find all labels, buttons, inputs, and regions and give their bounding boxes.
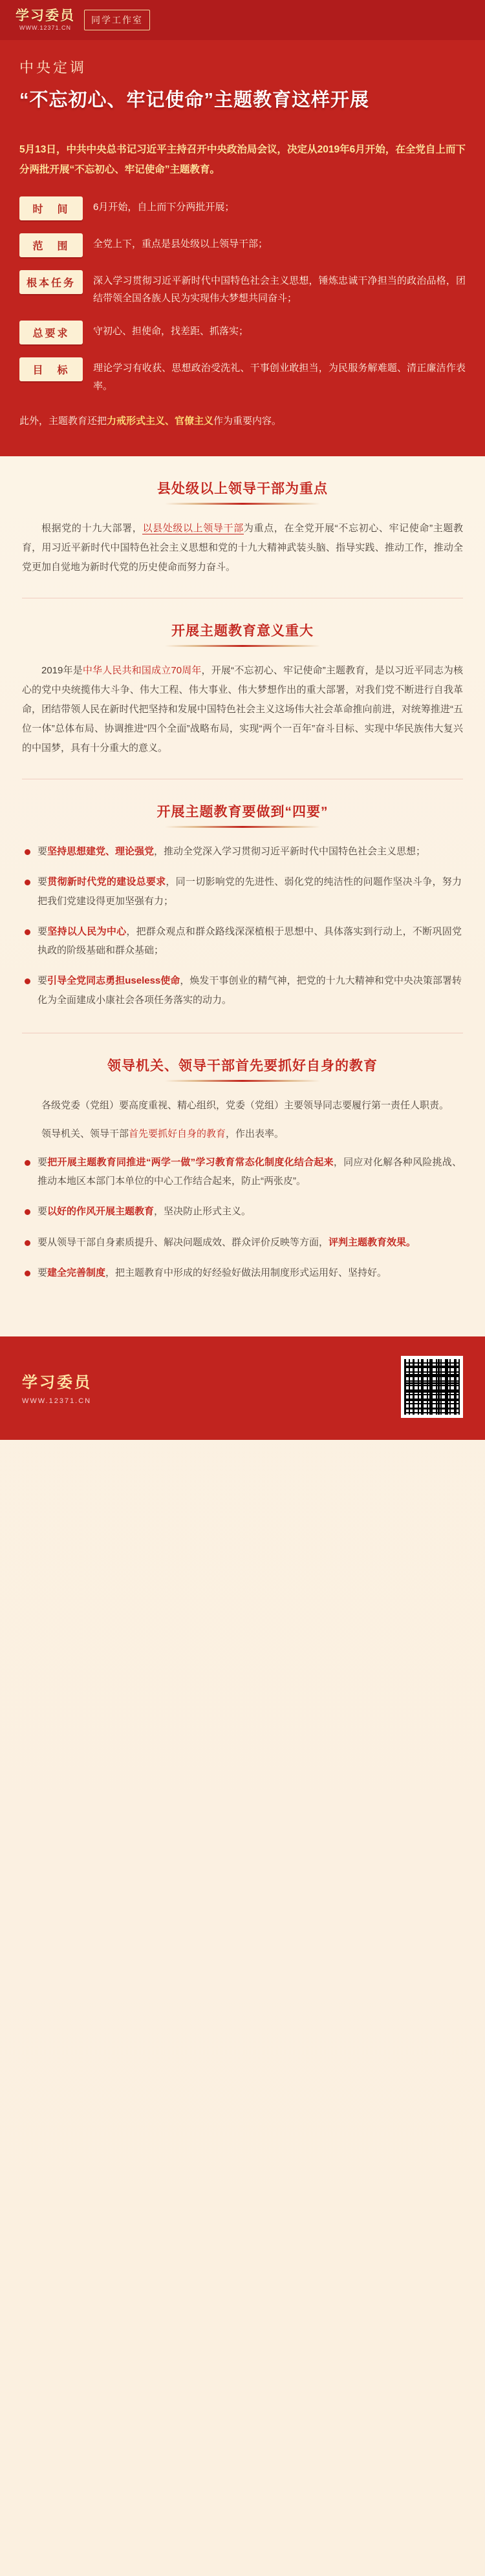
key-point-tag: 范 围 (19, 233, 83, 257)
text-run: 坚持思想建党、理论强党 (47, 846, 155, 858)
text-run: 要 (38, 876, 48, 888)
text-run: ，推动全党深入学习贯彻习近平新时代中国特色社会主义思想； (154, 846, 426, 858)
text-run: 要 (38, 925, 48, 937)
bullet-list (22, 1153, 463, 1282)
key-point-tag: 根本任务 (19, 270, 83, 294)
section-title-underline (165, 1080, 320, 1082)
site-logo-name: 学习委员 (16, 8, 75, 23)
section-title: 开展主题教育意义重大 (171, 624, 314, 639)
studio-tag[interactable]: 同学工作室 (84, 10, 150, 30)
list-item (23, 1202, 462, 1221)
site-logo[interactable] (16, 9, 75, 31)
text-run: 以好的作风开展主题教育 (47, 1206, 155, 1218)
section-title: 领导机关、领导干部首先要抓好自身的教育 (107, 1058, 378, 1073)
text-run: 要从领导干部自身素质提升、解决问题成效、群众评价反映等方面， (38, 1236, 329, 1248)
hero-banner (0, 40, 485, 136)
list-item (23, 1153, 462, 1191)
key-point-tag: 目 标 (19, 357, 83, 381)
text-run: ，同应对化解各种风险挑战、推动本地区本部门本单位的中心工作结合起来，防止“两张皮”。 (38, 1156, 462, 1187)
section-title: 开展主题教育要做到“四要” (156, 805, 329, 820)
text-run: 建全完善制度 (47, 1267, 106, 1278)
key-points-list (19, 196, 466, 396)
text-run: 以县处级以上领导干部 (142, 523, 244, 534)
text-run: 领导机关、领导干部 (41, 1128, 129, 1139)
lead-panel (0, 136, 485, 457)
hero-kicker: 中央定调 (19, 59, 87, 76)
text-run: 中华人民共和国成立70周年 (82, 665, 202, 677)
section-title: 县处级以上领导干部为重点 (157, 481, 328, 497)
section-paragraph (22, 661, 463, 758)
section-title-underline (165, 826, 320, 828)
section-paragraph (22, 1096, 463, 1115)
section-paragraph (22, 519, 463, 577)
key-point-tag: 总要求 (19, 321, 83, 344)
text-run: 评判主题教育效果。 (329, 1236, 416, 1248)
key-point-text: 理论学习有收获、思想政治受洗礼、干事创业敢担当，为民服务解难题、清正廉洁作表率。 (93, 363, 466, 392)
text-run: ，同一切影响党的先进性、弱化党的纯洁性的问题作坚决斗争，努力把我们党建设得更加坚强有力； (38, 876, 462, 907)
footer-logo-name: 学习委员 (22, 1373, 92, 1391)
key-point-text: 守初心、担使命，找差距、抓落实； (93, 326, 249, 337)
closing-highlight: 力戒形式主义、官僚主义 (107, 415, 214, 427)
text-run: ，焕发干事创业的精气神，把党的十九大精神和党中央决策部署转化为全面建成小康社会各项任务落实的动力。 (38, 975, 462, 1006)
footer-logo[interactable] (22, 1369, 92, 1405)
key-point-row (19, 357, 466, 396)
text-run: 引导全党同志勇担useless使命 (47, 975, 180, 987)
qr-code-pattern (404, 1359, 460, 1415)
list-item (23, 1233, 462, 1252)
closing-prefix: 此外，主题教育还把 (19, 415, 107, 427)
list-item (23, 1263, 462, 1282)
bullet-list (22, 842, 463, 1009)
text-run: 要 (38, 975, 48, 987)
text-run: 贯彻新时代党的建设总要求 (47, 876, 166, 888)
section-title-underline (165, 503, 320, 505)
key-point-row (19, 270, 466, 308)
text-run: 要 (38, 1267, 48, 1278)
text-run: 要 (38, 1156, 48, 1168)
list-item (23, 872, 462, 911)
content-section (0, 598, 485, 772)
text-run: ，作出表率。 (226, 1128, 285, 1139)
page-title: “不忘初心、牢记使命”主题教育这样开展 (19, 90, 370, 111)
key-point-text: 全党上下，重点是县处级以上领导干部； (93, 238, 268, 249)
content-section (0, 456, 485, 591)
text-run: 首先要抓好自身的教育 (129, 1128, 226, 1139)
qr-code-icon[interactable] (401, 1356, 463, 1418)
key-point-tag: 时 间 (19, 196, 83, 220)
text-run: 要 (38, 846, 48, 858)
key-point-row (19, 196, 466, 220)
section-paragraph (22, 1124, 463, 1144)
text-run: ，把主题教育中形成的好经验好做法用制度形式运用好、坚持好。 (105, 1267, 387, 1278)
text-run: 根据党的十九大部署， (41, 523, 143, 534)
key-point-text: 深入学习贯彻习近平新时代中国特色社会主义思想，锤炼忠诚干净担当的政治品格，团结带领全国各族人民为实现伟大梦想共同奋斗； (93, 275, 466, 304)
text-run: ，坚决防止形式主义。 (154, 1206, 252, 1218)
key-point-text: 6月开始，自上而下分两批开展； (93, 201, 235, 213)
content-section (0, 1033, 485, 1299)
key-point-row (19, 233, 466, 257)
site-header (0, 0, 485, 40)
text-run: ，开展“不忘初心、牢记使命”主题教育，是以习近平同志为核心的党中央统揽伟大斗争、伟大工程、伟大事业、伟大梦想作出的重大部署，对我们党不断进行自我革命，团结带领人民在新时代把坚持和发展中国特色社会主义这场伟大社会革命推向前进，对统筹推进“五位一体”总体布局、协调推进“四个全面”战略布局，实现“两个一百年”奋斗目标、实现中华民族伟大复兴的中国梦，具有十分重大的意义。 (22, 665, 463, 754)
content-section (0, 779, 485, 1026)
sections-container (0, 456, 485, 1299)
text-run: 把开展主题教育同推进“两学一做”学习教育常态化制度化结合起来 (47, 1156, 334, 1168)
site-footer (0, 1336, 485, 1440)
text-run: 要 (38, 1206, 48, 1218)
text-run: 为重点，在全党开展“不忘初心、牢记使命”主题教育，用习近平新时代中国特色社会主义思想和党的十九大精神武装头脑、指导实践、推动工作，推动全党更加自觉地为新时代党的历史使命而努力奋斗。 (22, 523, 463, 573)
footer-logo-url: WWW.12371.CN (22, 1397, 92, 1405)
text-run: 坚持以人民为中心 (47, 925, 127, 937)
lead-paragraph: 5月13日，中共中央总书记习近平主持召开中央政治局会议，决定从2019年6月开始，在全党自上而下分两批开展“不忘初心、牢记使命”主题教育。 (19, 143, 466, 175)
text-run: 2019年是 (41, 665, 83, 677)
closing-suffix: 作为重要内容。 (213, 415, 282, 427)
text-run: 各级党委（党组）要高度重视、精心组织，党委（党组）主要领导同志要履行第一责任人职责。 (41, 1099, 449, 1111)
closing-note (19, 408, 466, 431)
bottom-spacer (0, 1299, 485, 1311)
section-title-underline (165, 645, 320, 647)
key-point-row (19, 321, 466, 344)
list-item (23, 971, 462, 1009)
list-item (23, 922, 462, 960)
text-run: ，把群众观点和群众路线深深植根于思想中、具体落实到行动上，不断巩固党执政的阶级基础和群众基础； (38, 925, 462, 956)
list-item (23, 842, 462, 861)
site-logo-url: WWW.12371.CN (19, 25, 71, 31)
